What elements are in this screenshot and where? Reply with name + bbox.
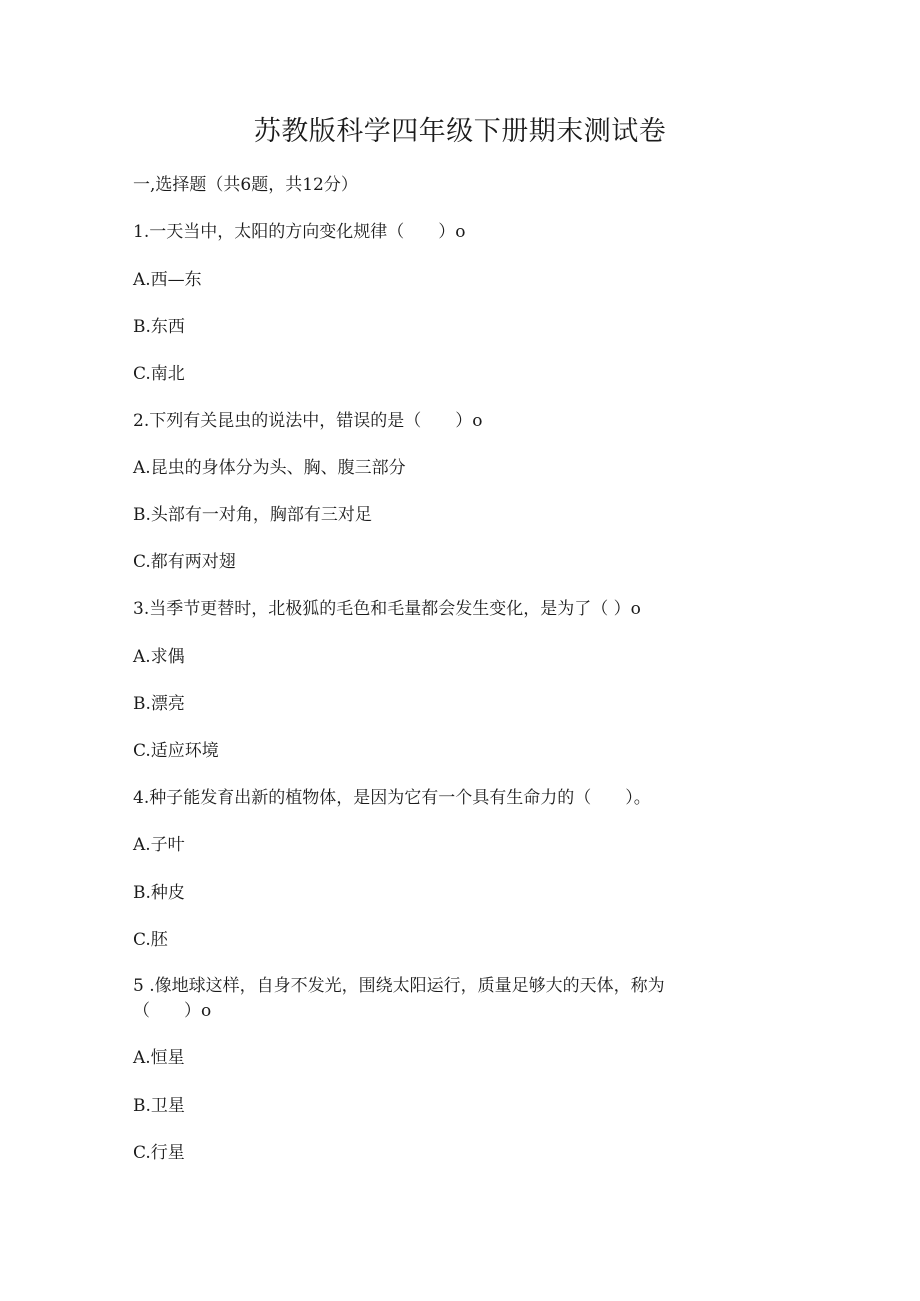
question-5-stem-line-2: （ ）o <box>133 1001 212 1021</box>
question-4-option-c: C.胚 <box>133 930 168 950</box>
question-3-option-b: B.漂亮 <box>133 694 185 714</box>
question-3-option-c: C.适应环境 <box>133 741 219 761</box>
question-2-option-a: A.昆虫的身体分为头、胸、腹三部分 <box>133 458 406 478</box>
question-1-option-c: C.南北 <box>133 364 185 384</box>
question-5-stem-line-1: 5 .像地球这样，自身不发光，围绕太阳运行，质量足够大的天体，称为 <box>133 976 665 996</box>
question-1-option-a: A.西—东 <box>133 270 202 290</box>
page-title: 苏教版科学四年级下册期末测试卷 <box>253 116 667 147</box>
question-4-stem: 4.种子能发育出新的植物体，是因为它有一个具有生命力的（ ）。 <box>133 788 651 808</box>
question-5-stem <box>133 974 733 1024</box>
question-2-stem: 2.下列有关昆虫的说法中，错误的是（ ）o <box>133 411 483 431</box>
question-3-option-a: A.求偶 <box>133 647 185 667</box>
question-1-option-b: B.东西 <box>133 317 185 337</box>
question-3-stem: 3.当季节更替时，北极狐的毛色和毛量都会发生变化，是为了（ ）o <box>133 599 641 619</box>
question-4-option-b: B.种皮 <box>133 883 185 903</box>
question-4-option-a: A.子叶 <box>133 835 185 855</box>
question-5-option-c: C.行星 <box>133 1143 185 1163</box>
question-2-option-b: B.头部有一对角，胸部有三对足 <box>133 505 372 525</box>
question-1-stem: 1.一天当中，太阳的方向变化规律（ ）o <box>133 222 466 242</box>
section-heading: 一,选择题（共6题，共12分） <box>133 175 358 195</box>
question-2-option-c: C.都有两对翅 <box>133 552 236 572</box>
question-5-option-a: A.恒星 <box>133 1048 185 1068</box>
question-5-option-b: B.卫星 <box>133 1096 185 1116</box>
